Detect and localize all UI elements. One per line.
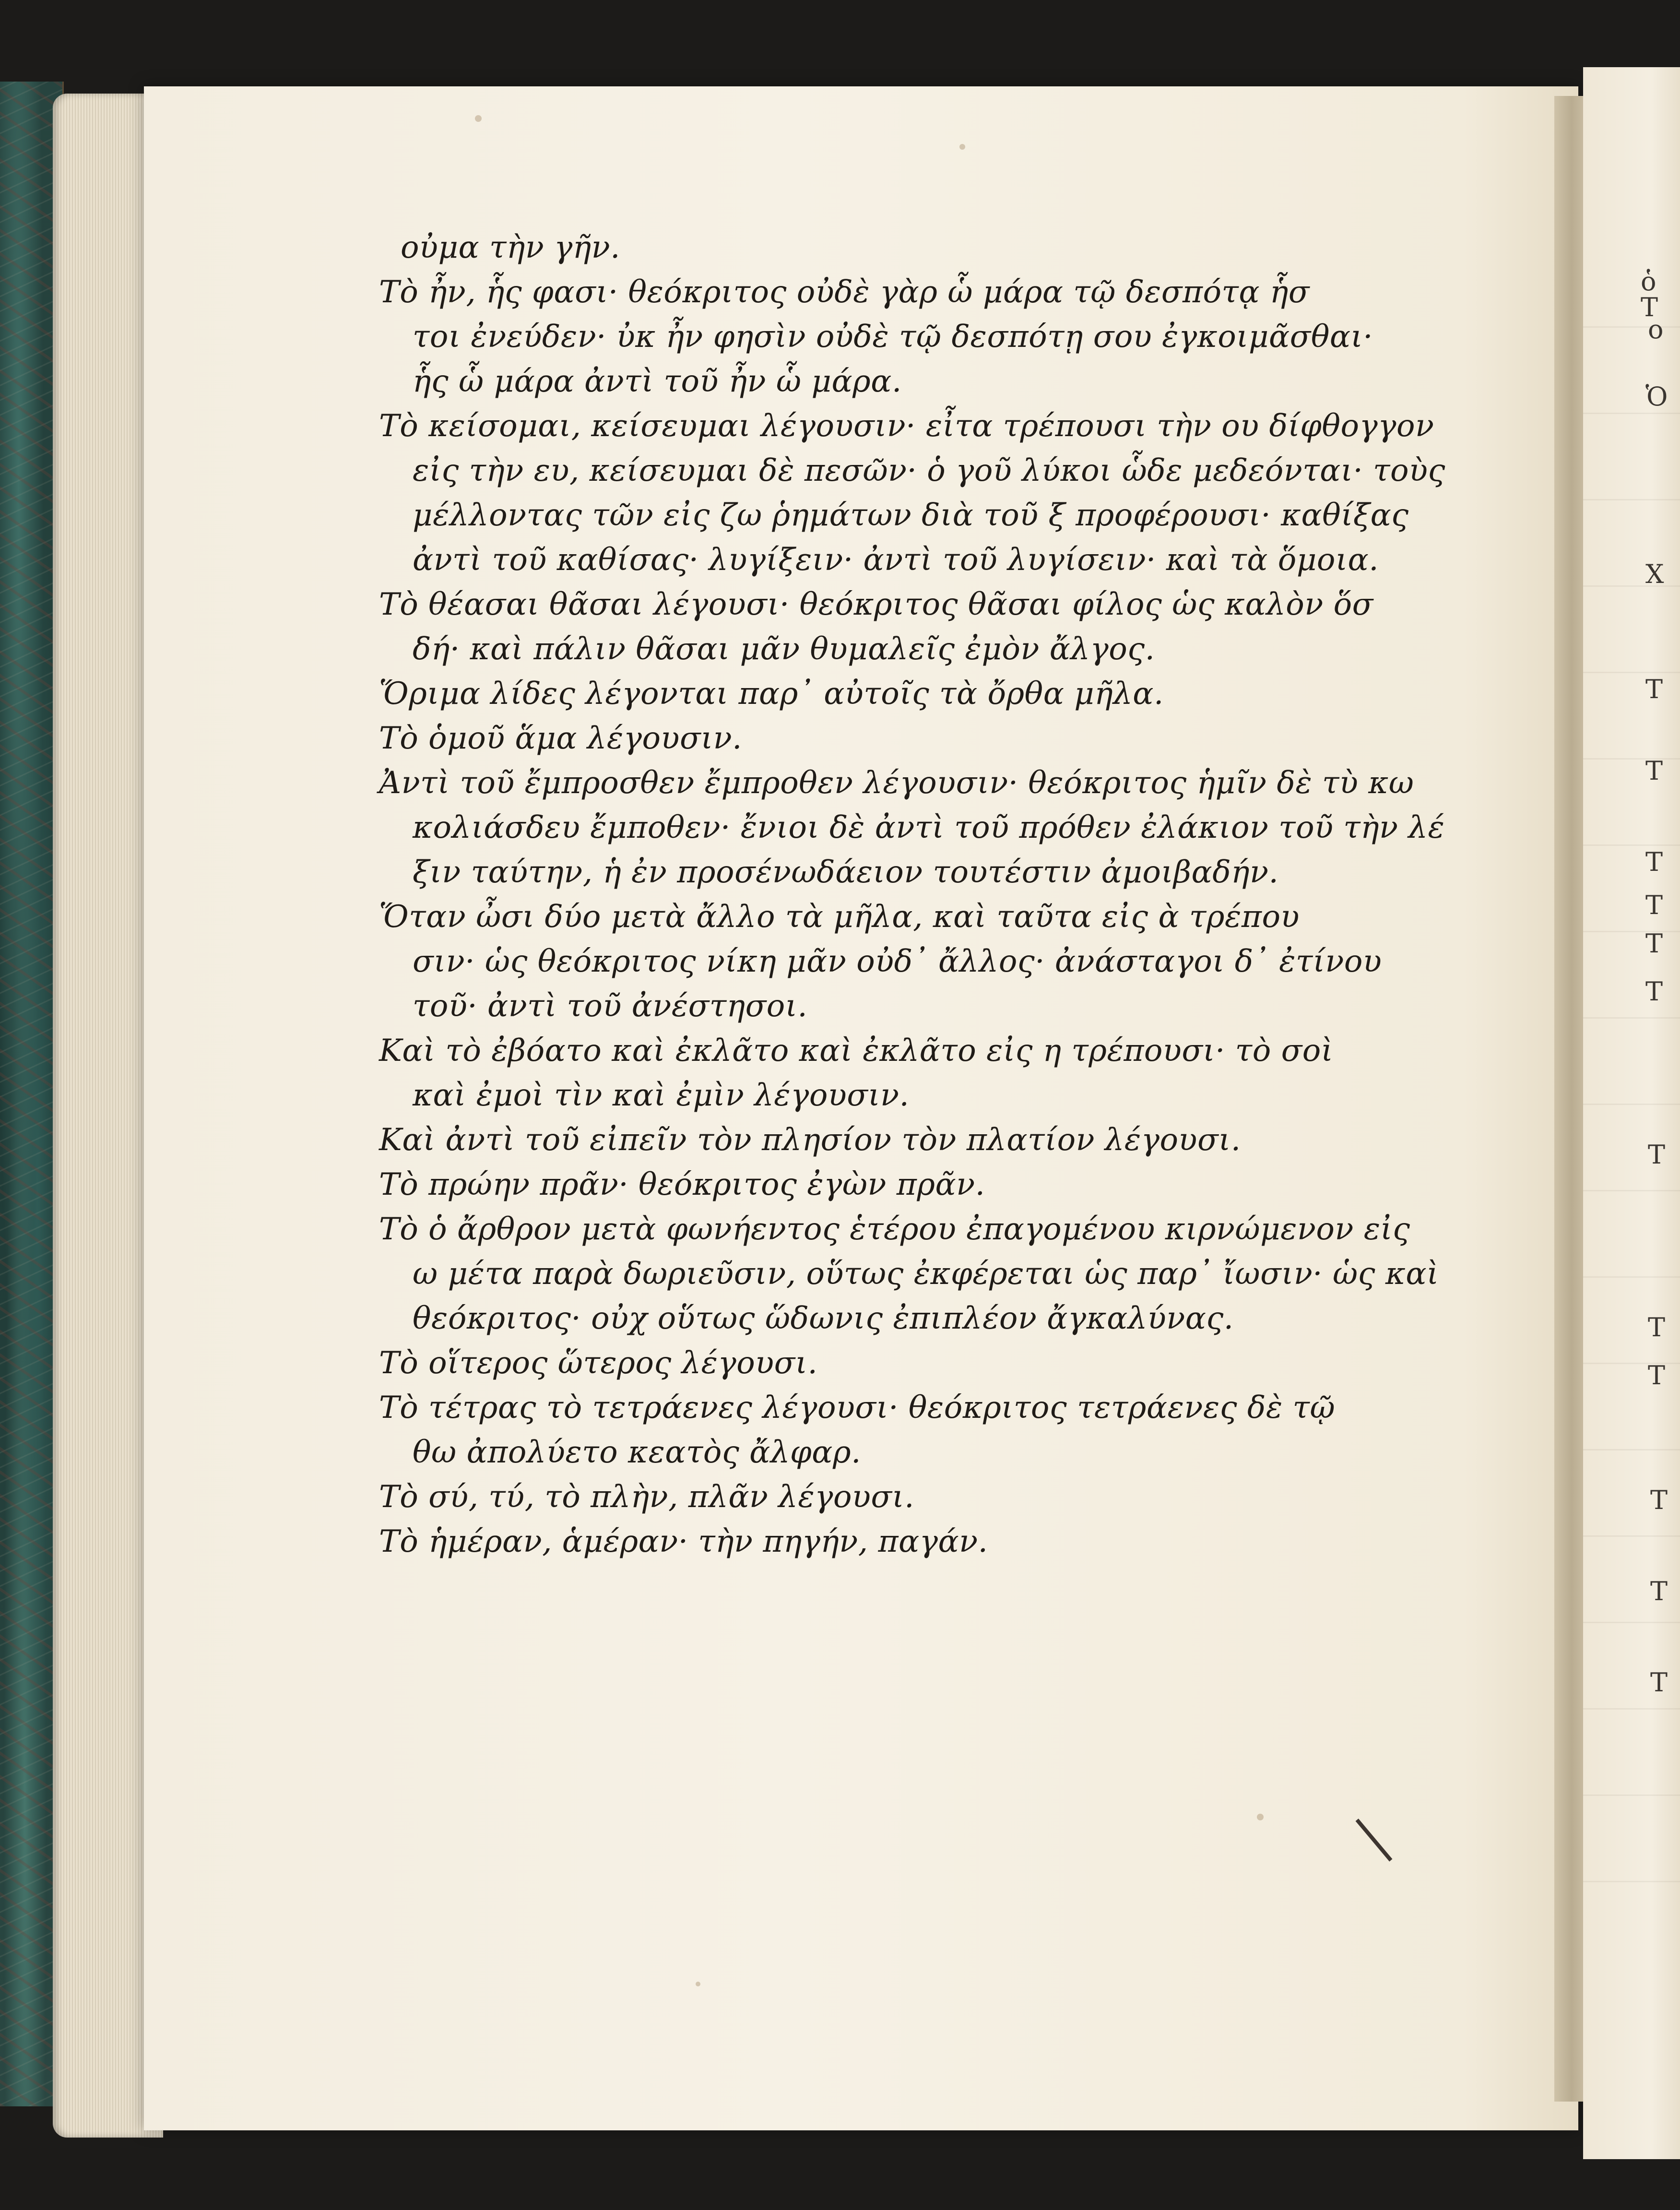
text-line: ἀντὶ τοῦ καθίσας· λυγίξειν· ἀντὶ τοῦ λυγίσειν· καὶ τὰ ὅμοια.: [413, 542, 1379, 578]
paper-spot: [1257, 1814, 1264, 1820]
text-line: οὐμα τὴν γῆν.: [401, 230, 620, 265]
text-line: Τὸ οἵτερος ὥτερος λέγουσι.: [379, 1345, 818, 1381]
ink-scratch: [1356, 1818, 1393, 1861]
text-line: Ὅταν ὦσι δύο μετὰ ἄλλο τὰ μῆλα, καὶ ταῦτα εἰς ὰ τρέπου: [379, 899, 1300, 935]
text-line: κολιάσδευ ἔμποθεν· ἔνιοι δὲ ἀντὶ τοῦ πρόθεν ἐλάκιον τοῦ τὴν λέ: [413, 810, 1445, 845]
page-text: [379, 226, 1445, 1564]
text-line: ξιν ταύτην, ἡ ἐν προσένωδάειον τουτέστιν ἀμοιβαδήν.: [413, 855, 1279, 890]
facing-page-glyph: ὁ Τ: [1641, 266, 1658, 322]
text-line: Τὸ κείσομαι, κείσευμαι λέγουσιν· εἶτα τρέπουσι τὴν ου δίφθογγον: [379, 408, 1434, 444]
facing-page-edge: [1583, 67, 1680, 2159]
text-line: τοῦ· ἀντὶ τοῦ ἀνέστησοι.: [413, 988, 808, 1024]
text-line: Τὸ σύ, τύ, τὸ πλὴν, πλᾶν λέγουσι.: [379, 1479, 914, 1515]
text-line: Τὸ τέτρας τὸ τετράενες λέγουσι· θεόκριτος τετράενες δὲ τῷ: [379, 1390, 1336, 1426]
facing-page-glyph: Τ: [1645, 674, 1663, 704]
text-line: τοι ἐνεύδεν· ὐκ ἦν φησὶν οὐδὲ τῷ δεσπότῃ σου ἐγκοιμᾶσθαι·: [413, 319, 1373, 355]
text-line: Ὅριμα λίδες λέγονται παρ᾽ αὐτοῖς τὰ ὄρθα μῆλα.: [379, 676, 1164, 712]
facing-page-glyph: Τ: [1648, 1140, 1666, 1170]
paper-spot: [475, 115, 482, 122]
text-line: μέλλοντας τῶν εἰς ζω ῥημάτων διὰ τοῦ ξ προφέρουσι· καθίξας: [413, 498, 1409, 533]
text-line: σιν· ὡς θεόκριτος νίκη μᾶν οὐδ᾽ ἄλλος· ἀνάσταγοι δ᾽ ἐτίνου: [413, 944, 1382, 979]
facing-page-glyph: Χ: [1645, 559, 1664, 589]
text-line: Καὶ ἀντὶ τοῦ εἰπεῖν τὸν πλησίον τὸν πλατίον λέγουσι.: [379, 1122, 1241, 1158]
facing-page-glyph: Τ: [1645, 928, 1663, 959]
facing-page-glyph: Τ: [1650, 1485, 1668, 1515]
facing-page-glyph: Τ: [1645, 756, 1663, 786]
facing-page-glyph: Τ: [1650, 1576, 1668, 1606]
text-line: ἧς ὧ μάρα ἀντὶ τοῦ ἦν ὧ μάρα.: [413, 364, 902, 399]
text-line: Τὸ θέασαι θᾶσαι λέγουσι· θεόκριτος θᾶσαι φίλος ὡς καλὸν ὅσ: [379, 587, 1373, 622]
text-line: Τὸ ἡμέραν, ἁμέραν· τὴν πηγήν, παγάν.: [379, 1524, 988, 1559]
facing-page-glyph: Τ: [1650, 1667, 1668, 1698]
facing-page-glyph: Τ: [1645, 847, 1663, 877]
text-line: εἰς τὴν ευ, κείσευμαι δὲ πεσῶν· ὁ γοῦ λύκοι ὧδε μεδεόνται· τοὺς: [413, 453, 1445, 488]
text-line: καὶ ἐμοὶ τὶν καὶ ἐμὶν λέγουσιν.: [413, 1078, 910, 1113]
facing-page-glyph: Ὁ: [1645, 381, 1668, 412]
paper-spot: [959, 144, 965, 150]
facing-page-glyph: Τ: [1645, 890, 1663, 920]
text-line: θω ἀπολύετο κεατὸς ἄλφαρ.: [413, 1435, 861, 1470]
text-line: ω μέτα παρὰ δωριεῦσιν, οὕτως ἐκφέρεται ὡς παρ᾽ ἴωσιν· ὡς καὶ: [413, 1256, 1439, 1292]
facing-page-glyph: ο: [1648, 314, 1664, 345]
text-line: Τὸ πρώην πρᾶν· θεόκριτος ἐγὼν πρᾶν.: [379, 1167, 985, 1202]
facing-page-glyph: Τ: [1645, 976, 1663, 1007]
text-line: Τὸ ὁμοῦ ἅμα λέγουσιν.: [379, 721, 742, 756]
text-line: Τὸ ὁ ἄρθρον μετὰ φωνήεντος ἑτέρου ἐπαγομένου κιρνώμενον εἰς: [379, 1212, 1410, 1247]
facing-page-glyph: Τ: [1648, 1360, 1666, 1390]
text-line: δή· καὶ πάλιν θᾶσαι μᾶν θυμαλεῖς ἐμὸν ἄλγος.: [413, 631, 1155, 667]
text-line: Καὶ τὸ ἐβόατο καὶ ἐκλᾶτο καὶ ἐκλᾶτο εἰς η τρέπουσι· τὸ σοὶ: [379, 1033, 1334, 1069]
text-line: Τὸ ἦν, ἧς φασι· θεόκριτος οὐδὲ γὰρ ὧ μάρα τῷ δεσπότᾳ ἧσ: [379, 274, 1310, 310]
text-line: Ἀντὶ τοῦ ἔμπροσθεν ἔμπροθεν λέγουσιν· θεόκριτος ἡμῖν δὲ τὺ κω: [379, 765, 1414, 801]
paper-spot: [696, 1982, 700, 1986]
facing-page-glyph: Τ: [1648, 1312, 1666, 1343]
text-line: θεόκριτος· οὐχ οὕτως ὥδωνις ἐπιπλέον ἄγκαλύνας.: [413, 1301, 1234, 1336]
